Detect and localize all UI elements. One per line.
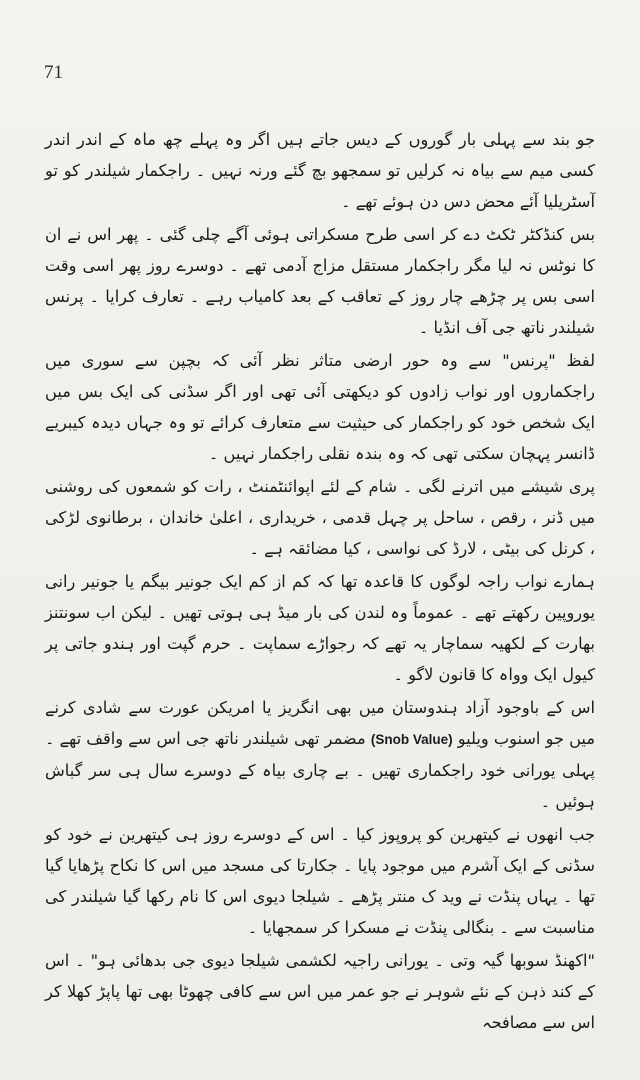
paragraph-1: جو بند سے پہلی بار گوروں کے دیس جاتے ہیں اگر وہ پہلے چھ ماہ کے اندر اندر کسی میم سے بیاہ نہ کرلیں تو سمجھو بچ گئے ورنہ نہیں ۔ راجکمار شیلندر کو تو آسٹریلیا آئے محض دس دن ہوئے تھے ۔ <box>45 130 595 212</box>
paragraph-2: بس کنڈکٹر ٹکٹ دے کر اسی طرح مسکراتی ہوئی آگے چلی گئی ۔ پھر اس نے ان کا نوٹس نہ لیا مگر راجکمار مستقل مزاج آدمی تھے ۔ دوسرے روز پھر اسی وقت اسی بس پر چڑھے چار روز کے تعاقب کے بعد کامیاب رہے ۔ تعارف کرایا ۔ پرنس شیلندر ناتھ جی آف انڈیا ۔ <box>45 224 595 338</box>
paragraph-6-part-2: مضمر تھی شیلندر ناتھ جی اس سے واقف تھے ۔ پہلی یورانی خود راجکماری تھیں ۔ بے چاری بیاہ کے دوسرے سال ہی سر گباش ہوئیں ۔ <box>45 728 595 811</box>
paragraph-5: ہمارے نواب راجہ لوگوں کا قاعدہ تھا کہ کم از کم ایک جونیر بیگم یا جونیر رانی یوروپین رکھتے تھے ۔ عموماً وہ لندن کی بار میڈ ہی ہوتی تھیں ۔ لیکن اب سونتنز بھارت کے لکھیہ سماچار یہ تھے کہ رجواڑے سماپت ۔ حرم گپت اور ہندو جاتی پر کیول ایک وواہ کا قانون لاگو ۔ <box>45 571 595 684</box>
paragraph-4: پری شیشے میں اترنے لگی ۔ شام کے لئے اپوائنٹمنٹ ، رات کو شمعوں کی روشنی میں ڈنر ، رقص ، ساحل پر چہل قدمی ، خریداری ، اعلیٰ خاندان ، برطانوی لڑکی ، کرنل کی بیٹی ، لارڈ کی نواسی ، کیا مضائقہ ہے ۔ <box>45 476 595 558</box>
paragraph-6-part-1: اس کے باوجود آزاد ہندوستان میں بھی انگریز یا امریکن عورت سے شادی کرنے میں جو اسنوب ویلیو <box>45 697 595 748</box>
paragraph-3: لفظ "پرنس" سے وہ حور ارضی متاثر نظر آئی کہ بچپن سے سوری میں راجکماروں اور نواب زادوں کو دیکھتی آئی تھی اور اگر سڈنی کی ایک بس میں ایک شخص خود کو راجکمار کی حیثیت سے متعارف کرائے تو وہ جہاں دیدہ کیبریے ڈانسر پہچان سکتی تھی کہ وہ بندہ نقلی راجکمار نہیں ۔ <box>45 350 595 464</box>
urdu-text-body <box>45 124 595 1039</box>
paragraph-8: "اکھنڈ سوبھا گیہ وتی ۔ یورانی راجیہ لکشمی شیلجا دیوی جی بدھائی ہو" ۔ اس کے کند ذہن کے نئے شوہر نے جو عمر میں اس سے کافی چھوٹا بھی تھا پاپڑ کھلا کر اس سے مصافحہ <box>45 950 595 1032</box>
page-number: 71 <box>44 62 63 83</box>
paragraph-7: جب انھوں نے کیتھرین کو پروپوز کیا ۔ اس کے دوسرے روز ہی کیتھرین نے خود کو سڈنی کے ایک آشرم میں موجود پایا ۔ جکارتا کی مسجد میں اس کا نکاح پڑھایا گیا تھا ۔ یہاں پنڈت نے وید ک منتر پڑھے ۔ شیلجا دیوی اس کا نام رکھا گیا شیلندر کی مناسبت سے ۔ بنگالی پنڈت نے مسکرا کر سمجھایا ۔ <box>45 824 595 937</box>
paragraph-6 <box>45 692 595 817</box>
snob-value-term: (Snob Value) <box>370 731 453 747</box>
